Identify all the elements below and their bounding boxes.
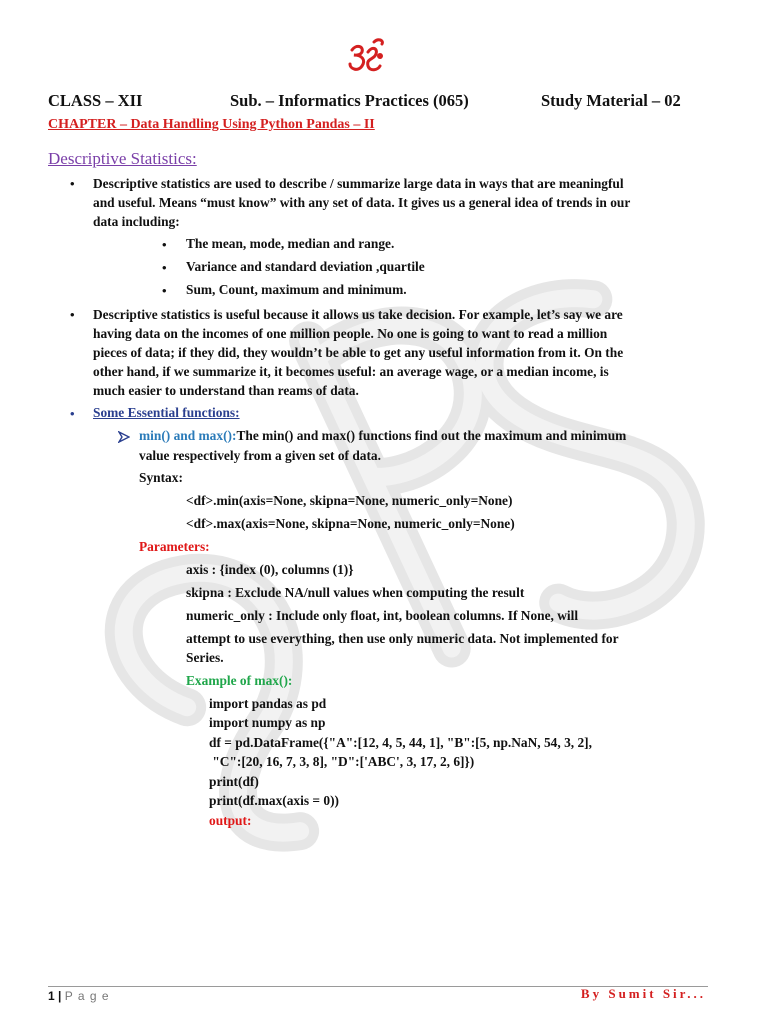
code-line: print(df) [209,774,259,789]
paragraph-line: having data on the incomes of one million people. No one is going to want to read a million [93,326,608,341]
class-label: CLASS – XII [48,91,143,110]
param-numeric-only: numeric_only : Include only float, int, boolean columns. If None, will [186,608,579,623]
bullet-dot-icon: • [162,260,167,275]
code-line: import numpy as np [209,715,326,730]
chapter-title: CHAPTER – Data Handling Using Python Pandas – II [48,117,375,132]
bullet-dot-icon: • [162,237,167,252]
minmax-description: The min() and max() functions find out the maximum and minimum [236,428,627,443]
parameters-label: Parameters: [139,539,210,554]
param-axis: axis : {index (0), columns (1)} [186,562,354,577]
param-numeric-only-cont: Series. [186,650,224,665]
page-word: P a g e [64,989,110,1003]
minmax-description-cont: value respectively from a given set of data. [139,448,381,463]
section-title: Descriptive Statistics: [48,149,197,168]
syntax-label: Syntax: [139,470,183,485]
sub-bullet-item: Variance and standard deviation ,quartile [186,259,425,274]
output-label: output: [209,813,252,828]
paragraph-line: pieces of data; if they did, they wouldn’t be able to get any useful information from it. On the [93,345,624,360]
arrowhead-bullet-icon [118,431,130,443]
code-line: df = pd.DataFrame({"A":[12, 4, 5, 44, 1], "B":[5, np.NaN, 54, 3, 2], [209,735,592,750]
paragraph-line: data including: [93,214,180,229]
minmax-intro [139,428,626,444]
bullet-dot-icon: • [70,176,75,191]
paragraph-line: other hand, if we summarize it, it becomes useful: an average wage, or a median income, is [93,364,609,379]
bullet-dot-icon: • [70,406,75,421]
paragraph-line: Descriptive statistics is useful because it allows us take decision. For example, let’s say we are [93,307,623,322]
syntax-max: <df>.max(axis=None, skipna=None, numeric_only=None) [186,516,515,531]
author-credit: By Sumit Sir... [580,986,706,1001]
study-material-label: Study Material – 02 [541,91,681,110]
syntax-min: <df>.min(axis=None, skipna=None, numeric_only=None) [186,493,513,508]
paragraph-line: much easier to understand than reams of data. [93,383,359,398]
minmax-label: min() and max(): [139,428,237,443]
paragraph-line: Descriptive statistics are used to describe / summarize large data in ways that are meaningful [93,176,624,191]
essential-heading: Some Essential functions: [93,405,240,420]
example-label: Example of max(): [186,673,293,688]
param-numeric-only-cont: attempt to use everything, then use only numeric data. Not implemented for [186,631,619,646]
page-footer [48,989,110,1003]
sub-bullet-item: Sum, Count, maximum and minimum. [186,282,407,297]
page-number: 1 [48,989,55,1003]
param-skipna: skipna : Exclude NA/null values when computing the result [186,585,525,600]
code-line: "C":[20, 16, 7, 3, 8], "D":['ABC', 3, 17, 2, 6]}) [209,754,475,769]
code-line: print(df.max(axis = 0)) [209,793,339,808]
sub-bullet-item: The mean, mode, median and range. [186,236,395,251]
code-line: import pandas as pd [209,696,327,711]
paragraph-line: and useful. Means “must know” with any set of data. It gives us a general idea of trends in our [93,195,631,210]
bullet-dot-icon: • [162,283,167,298]
bullet-paragraph [93,305,723,400]
subject-label: Sub. – Informatics Practices (065) [230,91,469,110]
header-row [48,91,708,113]
bullet-paragraph [93,174,723,231]
om-logo-icon [344,36,388,76]
page-separator: | [54,989,65,1003]
bullet-dot-icon: • [70,307,75,322]
